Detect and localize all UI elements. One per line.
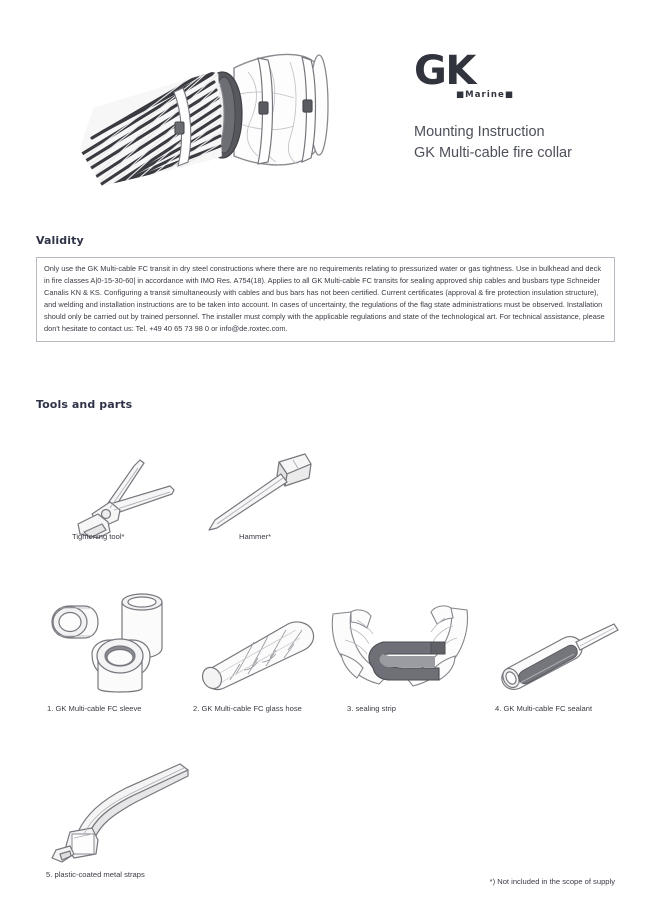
tool-caption-tightening-tool: Tightening tool*	[72, 532, 125, 541]
document-header	[0, 0, 651, 210]
metal-straps-icon	[40, 758, 190, 864]
validity-box	[36, 257, 615, 342]
sealing-strip-shape	[369, 642, 445, 680]
hero-illustration-cable-transit	[62, 38, 342, 198]
part-item-sealing-strip	[325, 592, 485, 720]
brand-logo	[414, 48, 634, 100]
cable-bundle	[76, 68, 222, 190]
part-item-metal-straps	[40, 758, 240, 888]
tightening-tool-icon	[58, 448, 188, 540]
tool-item-tightening-tool	[58, 448, 198, 548]
tool-item-hammer	[205, 448, 355, 548]
fc-glass-hose-icon	[196, 618, 326, 694]
supply-footnote: *) Not included in the scope of supply	[489, 877, 615, 886]
section-heading-tools-and-parts: Tools and parts	[36, 398, 133, 411]
part-caption-fc-sealant: 4. GK Multi-cable FC sealant	[495, 704, 593, 713]
logo-gk-text: GK	[414, 48, 475, 94]
part-caption-fc-glass-hose: 2. GK Multi-cable FC glass hose	[193, 704, 302, 713]
hammer-icon	[205, 448, 345, 540]
document-title	[414, 122, 644, 163]
part-caption-metal-straps: 5. plastic-coated metal straps	[46, 870, 145, 879]
part-caption-sealing-strip: 3. sealing strip	[347, 704, 396, 713]
validity-text: Only use the GK Multi-cable FC transit in dry steel constructions where there are no requirements relating to pressurized water or gas tightness. Use in bulkhead and deck in fire classes A|0-15-30-60| in accordance with IMO Res. A754(18). Applies to all GK Multi-cable FC transits for sealing approved ship cables and busbars type Schneider Canalis KN & KS. Configuring a transit simultaneously with cables and bus bars has not been certified. Current certificates (approval & fire protection insulation structure), and welding and installation instructions are to be taken into account. In cases of uncertainty, the regulations of the flag state administrations must be observed. Installation should only be carried out by trained personnel. The installer must comply with the applicable regulations and state of the technological art. For technical assistance, please don't hesitate to contact us: Tel. +49 40 65 73 98 0 or info@de.roxtec.com.	[44, 264, 605, 333]
logo-marine-text: ■Marine■	[456, 90, 514, 100]
fc-sleeve-icon	[44, 592, 180, 692]
tool-caption-hammer: Hammer*	[239, 532, 272, 541]
part-item-fc-sealant	[490, 592, 650, 720]
section-heading-validity: Validity	[36, 234, 84, 247]
fc-sealant-icon	[498, 622, 624, 690]
sealing-strip-icon	[327, 598, 473, 694]
part-caption-fc-sleeve: 1. GK Multi-cable FC sleeve	[47, 704, 142, 713]
title-line-1: Mounting Instruction	[414, 124, 545, 140]
title-line-2: GK Multi-cable fire collar	[414, 144, 572, 161]
part-item-fc-sleeve	[44, 592, 194, 720]
